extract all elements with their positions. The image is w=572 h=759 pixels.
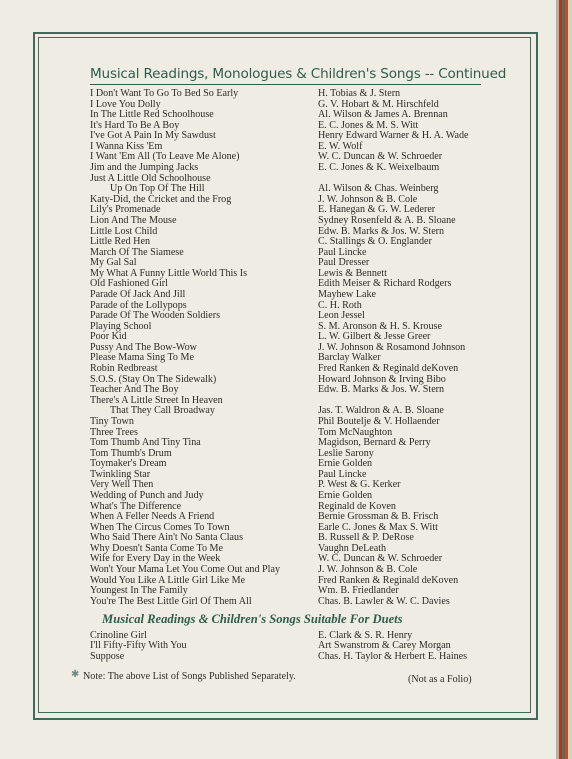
song-title: Wedding of Punch and Judy (90, 489, 204, 501)
song-author: Paul Lincke (318, 468, 367, 480)
song-title: My Gal Sal (90, 257, 137, 269)
song-author: Chas. H. Taylor & Herbert E. Haines (318, 650, 468, 662)
song-title: Parade Of Jack And Jill (90, 288, 186, 300)
song-title: I Love You Dolly (90, 98, 161, 110)
song-title: I Don't Want To Go To Bed So Early (90, 88, 239, 99)
song-author: Edith Meiser & Richard Rodgers (318, 278, 452, 290)
song-author: Al. Wilson & James A. Brennan (318, 109, 448, 121)
song-title: Lily's Promenade (90, 204, 161, 216)
song-title: S.O.S. (Stay On The Sidewalk) (90, 373, 217, 385)
list-item (90, 248, 490, 259)
song-author: E. C. Jones & M. S. Witt (318, 119, 419, 131)
song-title: Very Well Then (90, 479, 154, 491)
song-title: Jim and the Jumping Jacks (90, 162, 199, 174)
list-item (90, 216, 490, 227)
song-title: Pussy And The Bow-Wow (90, 341, 197, 353)
song-title: In The Little Red Schoolhouse (90, 109, 214, 121)
footnote: Note: The above List of Songs Published Separately. (83, 671, 296, 682)
star-ornament-icon: ✱ (71, 669, 80, 680)
song-title: Youngest In The Family (90, 585, 188, 597)
list-item (90, 652, 490, 662)
song-author: Jas. T. Waldron & A. B. Sloane (318, 405, 444, 417)
song-author: W. C. Duncan & W. Schroeder (318, 553, 443, 565)
song-title: There's A Little Street In Heaven (90, 394, 223, 406)
song-title: Parade of the Lollypops (90, 299, 187, 311)
list-item (90, 459, 490, 470)
song-author: Phil Boutelje & V. Hollaender (318, 415, 440, 427)
list-item (90, 322, 490, 333)
song-author: J. W. Johnson & B. Cole (318, 564, 418, 576)
song-title: Poor Kid (90, 331, 127, 343)
song-author: E. C. Jones & K. Weixelbaum (318, 162, 440, 174)
song-title: Old Fashioned Girl (90, 278, 168, 290)
song-author: Paul Lincke (318, 246, 367, 258)
title-underline (90, 84, 481, 85)
song-author: Ernie Golden (318, 489, 373, 501)
song-author: J. W. Johnson & Rosamond Johnson (318, 341, 466, 353)
song-author: Leon Jessel (318, 310, 365, 322)
song-author: Barclay Walker (318, 352, 381, 364)
song-title: Lion And The Mouse (90, 214, 177, 226)
song-author: Earle C. Jones & Max S. Witt (318, 521, 438, 533)
duets-heading: Musical Readings & Children's Songs Suitable For Duets (102, 612, 403, 626)
song-author: Chas. B. Lawler & W. C. Davies (318, 595, 450, 607)
song-title: Crinoline Girl (90, 630, 147, 641)
song-title: March Of The Siamese (90, 246, 184, 258)
list-item (90, 597, 490, 608)
song-author: E. W. Wolf (318, 140, 363, 152)
song-title: Just A Little Old Schoolhouse (90, 172, 211, 184)
song-author: Edw. B. Marks & Jos. W. Stern (318, 384, 445, 396)
song-author: J. W. Johnson & B. Cole (318, 193, 418, 205)
song-author: L. W. Gilbert & Jesse Greer (318, 331, 431, 343)
song-author: Wm. B. Friedlander (318, 585, 399, 597)
song-title: Twinkling Star (90, 468, 151, 480)
song-title: My What A Funny Little World This Is (90, 267, 248, 279)
song-title: Parade Of The Wooden Soldiers (90, 310, 221, 322)
song-title: Katy-Did, the Cricket and the Frog (90, 193, 232, 205)
song-title: Little Red Hen (90, 236, 150, 248)
song-title: Won't Your Mama Let You Come Out and Play (90, 564, 280, 576)
song-author: Magidson, Bernard & Perry (318, 437, 431, 449)
song-author: B. Russell & P. DeRose (318, 532, 414, 544)
song-author: E. Hanegan & G. W. Lederer (318, 204, 436, 216)
song-title: Toymaker's Dream (90, 458, 167, 470)
song-title: I've Got A Pain In My Sawdust (90, 130, 216, 142)
song-title: That They Call Broadway (110, 405, 215, 417)
song-title: Little Lost Child (90, 225, 158, 237)
song-author: Edw. B. Marks & Jos. W. Stern (318, 225, 445, 237)
song-title: I Want 'Em All (To Leave Me Alone) (90, 151, 240, 163)
song-title: Tom Thumb And Tiny Tina (90, 437, 201, 449)
list-item (90, 89, 490, 100)
song-title: When A Feller Needs A Friend (90, 511, 215, 523)
list-item (90, 565, 490, 576)
song-title: You're The Best Little Girl Of Them All (90, 595, 252, 607)
song-author: G. V. Hobart & M. Hirschfeld (318, 98, 439, 110)
song-title: I Wanna Kiss 'Em (90, 140, 163, 152)
list-item (90, 417, 490, 428)
song-title: Teacher And The Boy (90, 384, 179, 396)
song-author: H. Tobias & J. Stern (318, 88, 401, 99)
song-author: Paul Dresser (318, 257, 370, 269)
song-title: Three Trees (90, 426, 138, 438)
song-author: Sydney Rosenfeld & A. B. Sloane (318, 214, 456, 226)
song-author: Fred Ranken & Reginald deKoven (318, 574, 459, 586)
song-title: Why Doesn't Santa Come To Me (90, 542, 223, 554)
song-author: C. H. Roth (318, 299, 362, 311)
song-title: Suppose (90, 650, 125, 662)
song-author: P. West & G. Kerker (318, 479, 401, 491)
song-author: W. C. Duncan & W. Schroeder (318, 151, 443, 163)
song-title: When The Circus Comes To Town (90, 521, 230, 533)
song-author: S. M. Aronson & H. S. Krouse (318, 320, 442, 332)
song-author: Vaughn DeLeath (318, 542, 387, 554)
song-author: C. Stallings & O. Englander (318, 236, 432, 248)
list-item (90, 290, 490, 301)
song-author: E. Clark & S. R. Henry (318, 630, 413, 641)
cover-edge (556, 0, 572, 759)
song-title: Up On Top Of The Hill (110, 183, 205, 195)
song-title: Wife for Every Day in the Week (90, 553, 221, 565)
song-title: What's The Difference (90, 500, 182, 512)
song-title: Would You Like A Little Girl Like Me (90, 574, 246, 586)
page-title: Musical Readings, Monologues & Children's Songs -- Continued (90, 66, 507, 82)
song-title: Who Said There Ain't No Santa Claus (90, 532, 244, 544)
song-author: Fred Ranken & Reginald deKoven (318, 363, 459, 375)
song-author: Tom McNaughton (318, 426, 393, 438)
song-title: Playing School (90, 320, 152, 332)
song-author: Al. Wilson & Chas. Weinberg (318, 183, 439, 195)
song-title: Tom Thumb's Drum (90, 447, 172, 459)
song-author: Howard Johnson & Irving Bibo (318, 373, 446, 385)
song-author: Bernie Grossman & B. Frisch (318, 511, 439, 523)
song-title: Please Mama Sing To Me (90, 352, 194, 364)
song-author: Reginald de Koven (318, 500, 396, 512)
song-title: Tiny Town (90, 415, 134, 427)
song-author: Leslie Sarony (318, 447, 374, 459)
song-author: Mayhew Lake (318, 288, 377, 300)
song-title: It's Hard To Be A Boy (90, 119, 180, 131)
duet-list (90, 631, 490, 662)
list-item (90, 491, 490, 502)
song-author: Lewis & Bennett (318, 267, 387, 279)
song-list (90, 89, 490, 607)
song-author: Ernie Golden (318, 458, 373, 470)
song-author: Henry Edward Warner & H. A. Wade (318, 130, 469, 142)
song-title: I'll Fifty-Fifty With You (90, 640, 187, 652)
folio-note: (Not as a Folio) (408, 674, 472, 685)
song-author: Art Swanstrom & Carey Morgan (318, 640, 451, 652)
song-title: Robin Redbreast (90, 363, 158, 375)
